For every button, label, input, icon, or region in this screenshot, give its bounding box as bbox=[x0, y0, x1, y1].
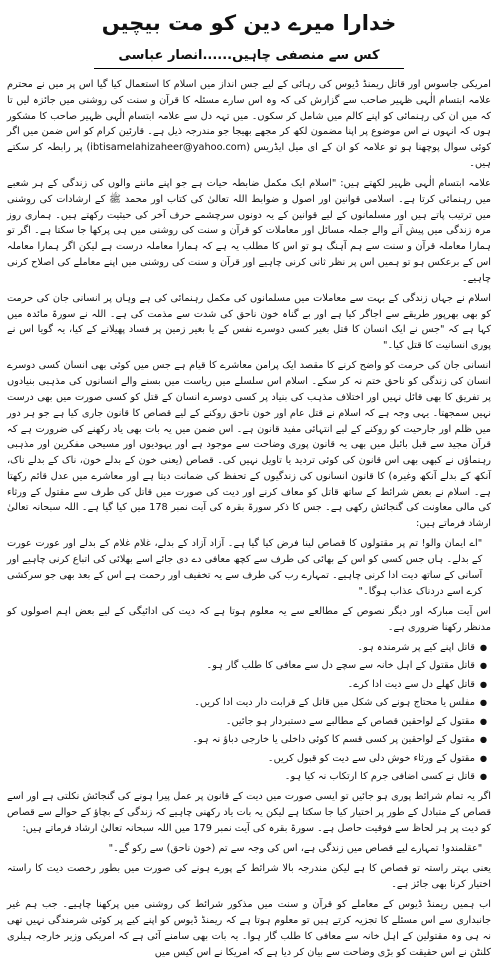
islam-code-paragraph: علامہ ابتسام الٰہی ظہیر لکھتے ہیں: "اسلام ایک مکمل ضابطہ حیات ہے جو اپنے ماننے والوں کی زندگی کے ہر شعبے میں رہنمائی کرتا ہے۔ اسلامی قوانین اور اصول و ضوابط اللہ تعالیٰ کی کتاب اور محمد ﷺ کے ارشادات کی روشنی میں ترتیب پاتے ہیں اور مسلمانوں کے لیے قوانین کے یہ دونوں سرچشمے حرف آخر کی حیثیت رکھتے ہیں۔ ہماری روز مرہ زندگی میں پیش آنے والے جملہ مسائل اور معاملات کو قرآن و سنت کی روشنی میں ہی پرکھا جا سکتا ہے۔ اگر تو ہمارا معاملہ قرآن و سنت سے ہم آہنگ ہو تو اس کا مطلب یہ ہے کہ ہمارا معاملہ درست ہے لیکن اگر ہمارا معاملہ اس کے برعکس ہو تو ہمیں اس پر نظر ثانی کرنی چاہیے اور قرآن و سنت کی روشنی میں اپنے معاملے کی اصلاح کرنی چاہیے۔ bbox=[7, 178, 491, 284]
conditions-met-paragraph: اگر یہ تمام شرائط پوری ہو جائیں تو ایسی صورت میں دیت کے قانون پر عمل پیرا ہونے کی گنجائش نکلتی ہے اور اسے قصاص کے متبادل کے طور پر اختیار کیا جا سکتا ہے لیکن یہ بات یاد رکھنی چاہیے کہ زندگی کے بچاؤ کے حوالے سے قصاص کو دیت پر ہر لحاظ سے فوقیت حاصل ہے۔ سورۃ بقرہ کی آیت نمبر 179 میں اللہ سبحانہ تعالیٰ ارشاد فرماتے ہیں: bbox=[7, 791, 491, 835]
intro-paragraph: امریکی جاسوس اور قاتل ریمنڈ ڈیوس کی رہائی کے لیے جس انداز میں اسلام کا استعمال کیا گیا اس پر میں نے محترم علامہ ابتسام الٰہی ظہیر صاحب سے گزارش کی کہ وہ اس سارے مسئلہ کا قرآن و سنت کی روشنی میں جائزہ لیں تا کہ میں ان کی رہنمائی کو اپنے کالم میں شامل کر سکوں۔ میں تہہ دل سے علامہ ابتسام الٰہی ظہیر صاحب کا مشکور ہوں کہ انہوں نے اس موضوع پر اپنا مضمون لکھ کر مجھے بھیجا جو مندرجہ ذیل ہے۔ قارئین کرام کو اس ضمن میں اگر کوئی سوال پوچھنا ہو تو علامہ کو ان کے ای میل ایڈریس (ibtisamelahizaheer@yahoo.com) پر رابطہ کر سکتے ہیں۔ bbox=[7, 79, 491, 169]
list-item bbox=[7, 677, 487, 693]
bullet-icon: ● bbox=[479, 678, 488, 689]
bullet-icon: ● bbox=[479, 771, 488, 782]
bullet-icon: ● bbox=[479, 697, 488, 708]
better-way-paragraph: یعنی بہتر راستہ تو قصاص کا ہے لیکن مندرجہ بالا شرائط کے پورے ہونے کی صورت میں بطور رخصت دیت کا راستہ اختیار کرنا بھی جائز ہے۔ bbox=[7, 863, 491, 891]
raymond-davis-paragraph: اب ہمیں ریمنڈ ڈیوس کے معاملے کو قرآن و سنت میں مذکور شرائط کی روشنی میں پرکھنا چاہیے۔ جب ہم غیر جانبداری سے اس مسئلے کا تجزیہ کرتے ہیں تو معلوم ہوتا ہے کہ ریمنڈ ڈیوس کو اپنے کیے پر کوئی شرمندگی نہیں تھی نہ ہی وہ مقتولین کے اہل خانہ سے معافی کا طلب گار ہوا۔ یہ بات بھی سامنے آئی ہے کہ امریکی وزیر خارجہ ہیلری کلنٹن نے اس حقیقت کو بڑی وضاحت سے بیان کر دیا ہے کہ امریکا نے اس کیس میں bbox=[7, 899, 491, 958]
bullet-icon: ● bbox=[479, 715, 488, 726]
list-item bbox=[7, 695, 487, 711]
list-item bbox=[7, 751, 487, 767]
list-item bbox=[7, 640, 487, 656]
condition-text: قاتل کھلے دل سے دیت ادا کرے۔ bbox=[347, 678, 475, 690]
list-item bbox=[7, 732, 487, 748]
verse-179-quote: "عقلمندو! تمہارے لیے قصاص میں زندگی ہے، اس کی وجہ سے تم (خون ناحق) سے رکو گے۔" bbox=[108, 843, 483, 855]
list-item bbox=[7, 714, 487, 730]
byline-row bbox=[7, 44, 491, 69]
condition-text: قاتل مقتول کے اہل خانہ سے سچے دل سے معافی کا طلب گار ہو۔ bbox=[206, 660, 475, 672]
bullet-icon: ● bbox=[479, 660, 488, 671]
verse-178-quote: "اے ایمان والو! تم پر مقتولوں کا قصاص لینا فرض کیا گیا ہے۔ آزاد آزاد کے بدلے، غلام غلام کے بدلے اور عورت عورت کے بدلے۔ ہاں جس کسی کو اس کے بھائی کی طرف سے کچھ معافی دے دی جائے اسے بھلائی کی اتباع کرنی چاہیے اور آسانی کے ساتھ دیت ادا کرنی چاہیے۔ تمہارے رب کی طرف سے یہ تخفیف اور رحمت ہے اس کے بعد بھی جو سرکشی کرے اسے دردناک عذاب ہوگا۔" bbox=[7, 538, 483, 597]
sanctity-of-life-paragraph: اسلام نے جہاں زندگی کے بہت سے معاملات میں مسلمانوں کی مکمل رہنمائی کی ہے وہاں پر انسانی جان کی حرمت کو بھی بھرپور طریقے سے اجاگر کیا ہے اور بے گناہ خون ناحق کی شدت سے مذمت کی ہے۔ اللہ نے سورۃ مائدہ میں کہا ہے کہ "جس نے ایک انسان کا قتل بغیر کسی دوسرے نفس کے یا بغیر زمین پر فساد پھیلانے کے کیا، یہ گویا اس نے پوری انسانیت کا قتل کیا۔" bbox=[7, 292, 491, 352]
bullet-icon: ● bbox=[479, 734, 488, 745]
principles-paragraph: اس آیت مبارکہ اور دیگر نصوص کے مطالعے سے یہ معلوم ہوتا ہے کہ دیت کی ادائیگی کے لیے بعض اہم اصولوں کو مدنظر رکھنا ضروری ہے۔ bbox=[7, 605, 491, 633]
condition-text: مقتول کے لواحقین پر کسی قسم کا کوئی داخلی یا خارجی دباؤ نہ ہو۔ bbox=[192, 734, 475, 746]
qisas-law-paragraph: انسانی جان کی حرمت کو واضح کرنے کا مقصد ایک پرامن معاشرے کا قیام ہے جس میں کوئی بھی انسان کسی دوسرے انسان کی زندگی کو ناحق ختم نہ کر سکے۔ اسلام اس سلسلے میں ریاست میں بسنے والے انسانوں کی مذہبی بنیادوں پر تفریق کا بھی قائل نہیں اور اختلاف مذہب کی بنیاد پر کسی دوسرے انسان کے قتل کو کسی صورت میں بھی درست نہیں سمجھتا۔ یہی وجہ ہے کہ اسلام نے قتل عام اور خون ناحق روکنے کے لیے قصاص کا قانون جاری کیا ہے جو ہر دور میں ظلم اور جارحیت کو روکنے کے لیے انتہائی مفید قانون ہے۔ اس ضمن میں یہ بات بھی یاد رکھنے کی ضرورت ہے کہ قرآن مجید سے قبل بائبل میں بھی یہ قانون پوری وضاحت سے موجود ہے اور یہودیوں اور مسیحی مفکرین اور مذہبی رہنماؤں نے کبھی بھی اس قانون کی کوئی تردید یا تاویل نہیں کی۔ قصاص (یعنی خون کے بدلے خون، ناک کے بدلے ناک، آنکھ کے بدلے آنکھ وغیرہ) کا قانون انسانوں کی زندگیوں کے تحفظ کی ضمانت دیتا ہے اور معاشرے میں عدل قائم رکھتا ہے۔ اسلام نے بعض شرائط کے ساتھ قاتل کو معاف کرنے اور دیت کی صورت میں قاتل کی طرف سے مقتول کے ورثاء کی مالی معاونت کی گنجائش رکھی ہے۔ جس کا ذکر سورۃ بقرہ کی آیت نمبر 178 میں کیا گیا ہے۔ اللہ سبحانہ تعالیٰ ارشاد فرماتے ہیں: bbox=[7, 360, 491, 530]
list-item bbox=[7, 658, 487, 674]
condition-text: قاتل اپنے کیے پر شرمندہ ہو۔ bbox=[357, 641, 475, 653]
conditions-list bbox=[7, 640, 491, 785]
condition-text: مقتول کے ورثاء خوش دلی سے دیت کو قبول کریں۔ bbox=[267, 752, 475, 764]
bullet-icon: ● bbox=[479, 641, 488, 652]
condition-text: قاتل نے کسی اضافی جرم کا ارتکاب نہ کیا ہو۔ bbox=[284, 771, 475, 783]
list-item bbox=[7, 769, 487, 785]
article-title: خدارا میرے دین کو مت بیچیں bbox=[101, 11, 397, 35]
bullet-icon: ● bbox=[479, 752, 488, 763]
condition-text: مفلس یا محتاج ہونے کی شکل میں قاتل کے قرابت دار دیت ادا کریں۔ bbox=[194, 697, 475, 709]
condition-text: مقتول کے لواحقین قصاص کے مطالبے سے دستبردار ہو جائیں۔ bbox=[225, 715, 475, 727]
article-body bbox=[7, 77, 491, 960]
column-byline: کس سے منصفی چاہیں......انصار عباسی bbox=[94, 46, 403, 69]
